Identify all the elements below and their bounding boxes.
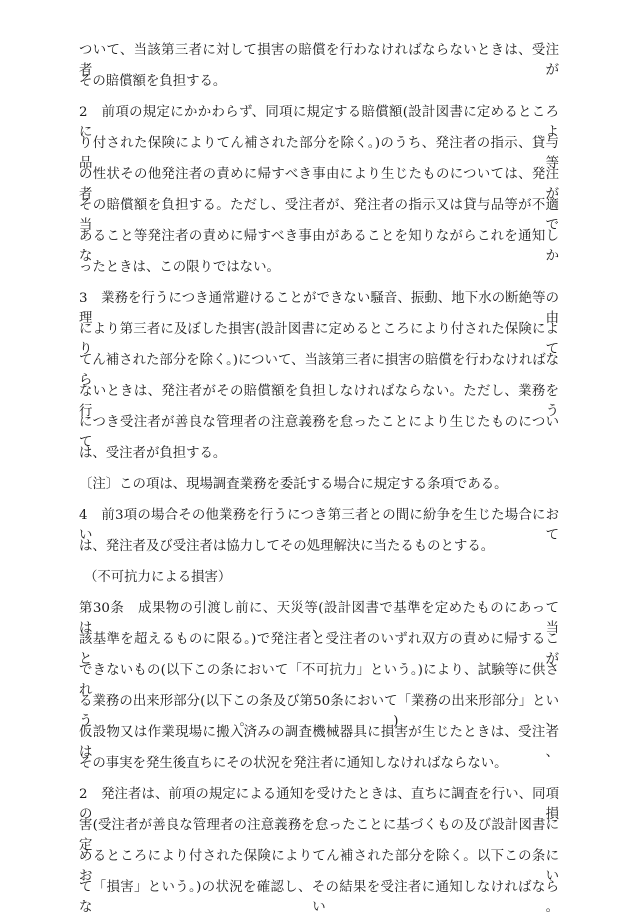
text-line: 第30条 成果物の引渡し前に、天災等(設計図書で基準を定めたものにあっては、当 xyxy=(79,601,559,636)
text-line: 仮設物又は作業現場に搬入済みの調査機械器具に損害が生じたときは、受注者は、 xyxy=(79,725,559,760)
text-line: その賠償額を負担する。ただし、受注者が、発注者の指示又は貸与品等が不適当で xyxy=(79,198,559,233)
text-line: ないときは、発注者がその賠償額を負担しなければならない。ただし、業務を行う xyxy=(79,384,559,419)
text-line: その賠償額を負担する。 xyxy=(79,74,227,89)
text-line: の性状その他発注者の責めに帰すべき事由により生じたものについては、発注者が xyxy=(79,167,559,202)
text-line: できないもの(以下この条において「不可抗力」という。)により、試験等に供され xyxy=(79,663,559,698)
text-line: につき受注者が善良な管理者の注意義務を怠ったことにより生じたものについて xyxy=(79,415,559,450)
text-line: ついて、当該第三者に対して損害の賠償を行わなければならないときは、受注者が xyxy=(79,43,559,78)
text-line: ったときは、この限りではない。 xyxy=(79,260,280,275)
text-line: り付された保険によりてん補された部分を除く。)のうち、発注者の指示、貸与品等 xyxy=(79,136,559,171)
text-line: る業務の出来形部分(以下この条及び第50条において「業務の出来形部分」という。)、 xyxy=(79,694,559,729)
note-line: 〔注〕この項は、現場調査業務を委託する場合に規定する条項である。 xyxy=(79,477,508,492)
text-line: その事実を発生後直ちにその状況を発注者に通知しなければならない。 xyxy=(79,756,508,771)
text-line: てん補された部分を除く。)について、当該第三者に損害の賠償を行わなければなら xyxy=(79,353,559,388)
text-line: 害(受注者が善良な管理者の注意義務を怠ったことに基づくもの及び設計図書に定 xyxy=(79,818,559,853)
text-line: は、発注者及び受注者は協力してその処理解決に当たるものとする。 xyxy=(79,539,495,554)
text-line: 該基準を超えるものに限る。)で発注者と受注者のいずれ双方の責めに帰することが xyxy=(79,632,559,667)
text-line: めるところにより付された保険によりてん補された部分を除く。以下この条におい xyxy=(79,849,559,884)
article-heading: （不可抗力による損害） xyxy=(84,570,232,585)
text-line: あること等発注者の責めに帰すべき事由があることを知りながらこれを通知しなか xyxy=(79,229,559,264)
text-line: により第三者に及ぼした損害(設計図書に定めるところにより付された保険によりて xyxy=(79,322,559,357)
text-line: 2 前項の規定にかかわらず、同項に規定する賠償額(設計図書に定めるところによ xyxy=(79,105,559,140)
text-line: 3 業務を行うにつき通常避けることができない騒音、振動、地下水の断絶等の理由 xyxy=(79,291,559,326)
text-line: て「損害」という。)の状況を確認し、その結果を受注者に通知しなければならない。 xyxy=(79,880,559,915)
text-line: 4 前3項の場合その他業務を行うにつき第三者との間に紛争を生じた場合において xyxy=(79,508,559,543)
text-line: は、受注者が負担する。 xyxy=(79,446,227,461)
text-line: 2 発注者は、前項の規定による通知を受けたときは、直ちに調査を行い、同項の損 xyxy=(79,787,559,822)
